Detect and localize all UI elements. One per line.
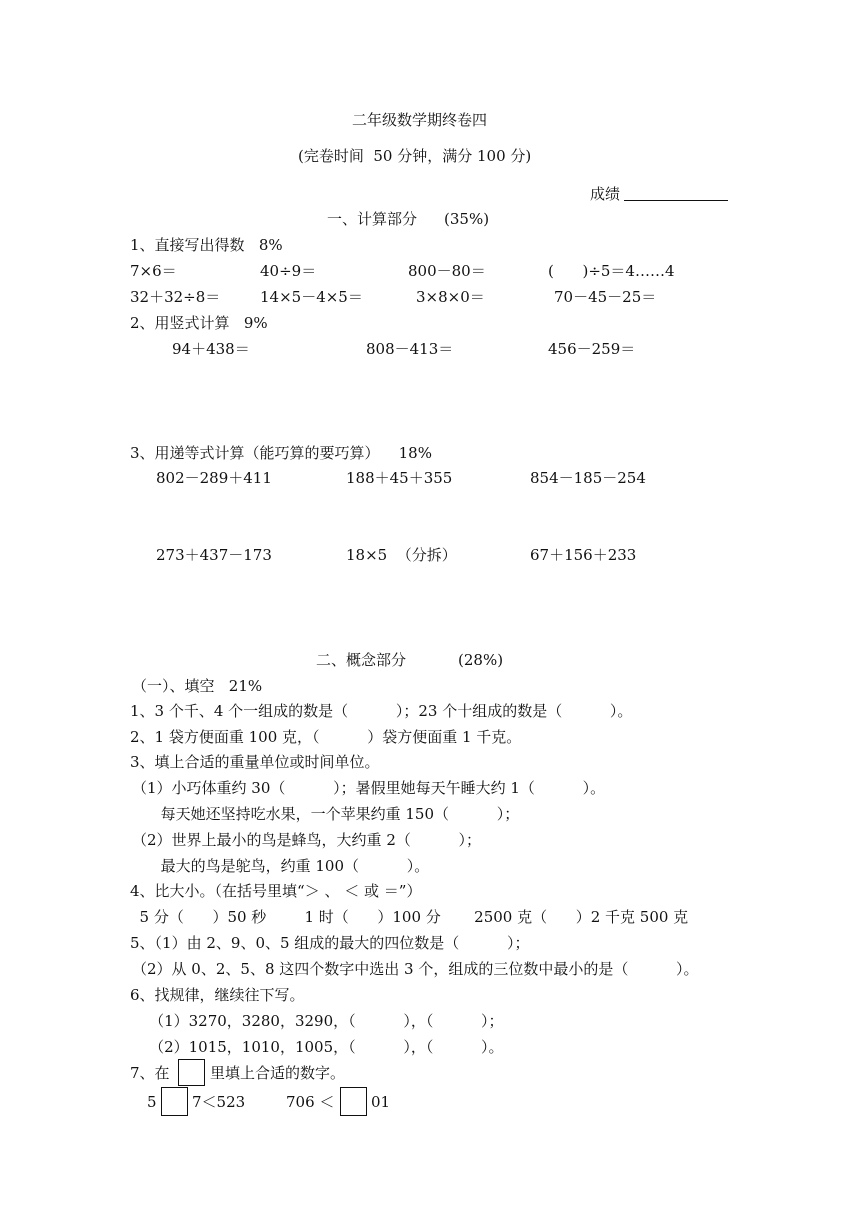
question-line: 每天她还坚持吃水果，一个苹果约重 150（ ）；	[132, 805, 520, 823]
question-line: 2、1 袋方便面重 100 克，（ ）袋方便面重 1 千克。	[130, 728, 522, 746]
question-line: （1）小巧体重约 30（ ）；暑假里她每天午睡大约 1（ ）。	[132, 779, 606, 797]
answer-box-a[interactable]	[161, 1087, 188, 1116]
page-subtitle: (完卷时间 50 分钟，满分 100 分)	[298, 147, 532, 165]
question-line: 6、找规律，继续往下写。	[130, 986, 305, 1004]
q7-suffix: 里填上合适的数字。	[210, 1064, 346, 1082]
q1-item: 14×5－4×5＝	[260, 288, 363, 306]
question-line: 5 分（ ）50 秒 1 时（ ）100 分 2500 克（ ）2 千克 500 克	[130, 908, 689, 926]
q7a-left: 5	[147, 1093, 157, 1111]
q2-item: 94＋438＝	[172, 340, 250, 358]
q3-item: 188＋45＋355	[346, 469, 453, 487]
q7a-right: 7＜523	[192, 1093, 246, 1111]
q3-label: 3、用递等式计算（能巧算的要巧算） 18%	[130, 444, 432, 462]
score-blank[interactable]	[624, 200, 728, 201]
q1-item: ( )÷5＝4……4	[548, 262, 675, 280]
section1-heading: 一、计算部分	[327, 210, 418, 228]
q1-item: 40÷9＝	[260, 262, 317, 280]
score-label: 成绩	[590, 185, 621, 203]
q3-item: 854－185－254	[530, 469, 646, 487]
q7-prefix: 7、在	[130, 1064, 170, 1082]
fill-blank-heading: （一）、填空 21%	[132, 677, 263, 695]
q2-label: 2、用竖式计算 9%	[130, 314, 268, 332]
q2-item: 456－259＝	[548, 340, 636, 358]
q3-item: 802－289＋411	[156, 469, 272, 487]
section1-weight: (35%)	[444, 210, 490, 228]
section2-weight: (28%)	[458, 651, 504, 669]
question-line: 4、比大小。（在括号里填“＞ 、 ＜ 或 ＝”）	[130, 882, 422, 900]
question-line: （2）从 0、2、5、8 这四个数字中选出 3 个，组成的三位数中最小的是（ ）。	[132, 960, 699, 978]
answer-box-example	[178, 1059, 205, 1086]
question-line: （1）3270，3280，3290，（ ），（ ）；	[130, 1012, 504, 1030]
q1-item: 3×8×0＝	[416, 288, 485, 306]
q1-item: 800－80＝	[408, 262, 486, 280]
question-line: 1、3 个千、4 个一组成的数是（ ）；23 个十组成的数是（ ）。	[130, 702, 633, 720]
question-line: 最大的鸟是鸵鸟，约重 100（ ）。	[132, 857, 430, 875]
question-line: 5、（1）由 2、9、0、5 组成的最大的四位数是（ ）；	[130, 934, 530, 952]
question-line: （2）1015，1010，1005，（ ），（ ）。	[130, 1038, 504, 1056]
q1-item: 32＋32÷8＝	[130, 288, 221, 306]
q7b-right: 01	[371, 1093, 391, 1111]
q1-item: 7×6＝	[130, 262, 177, 280]
page-title: 二年级数学期终卷四	[352, 111, 488, 129]
q2-item: 808－413＝	[366, 340, 454, 358]
q3-item: 67＋156＋233	[530, 546, 637, 564]
q1-label: 1、直接写出得数 8%	[130, 236, 283, 254]
answer-box-b[interactable]	[340, 1087, 367, 1116]
question-line: 3、填上合适的重量单位或时间单位。	[130, 753, 380, 771]
q1-item: 70－45－25＝	[554, 288, 657, 306]
section2-heading: 二、概念部分	[316, 651, 407, 669]
q3-item: 273＋437－173	[156, 546, 272, 564]
q7b-left: 706 ＜	[286, 1093, 335, 1111]
q3-item: 18×5 （分拆）	[346, 546, 457, 564]
question-line: （2）世界上最小的鸟是蜂鸟，大约重 2（ ）；	[132, 831, 482, 849]
